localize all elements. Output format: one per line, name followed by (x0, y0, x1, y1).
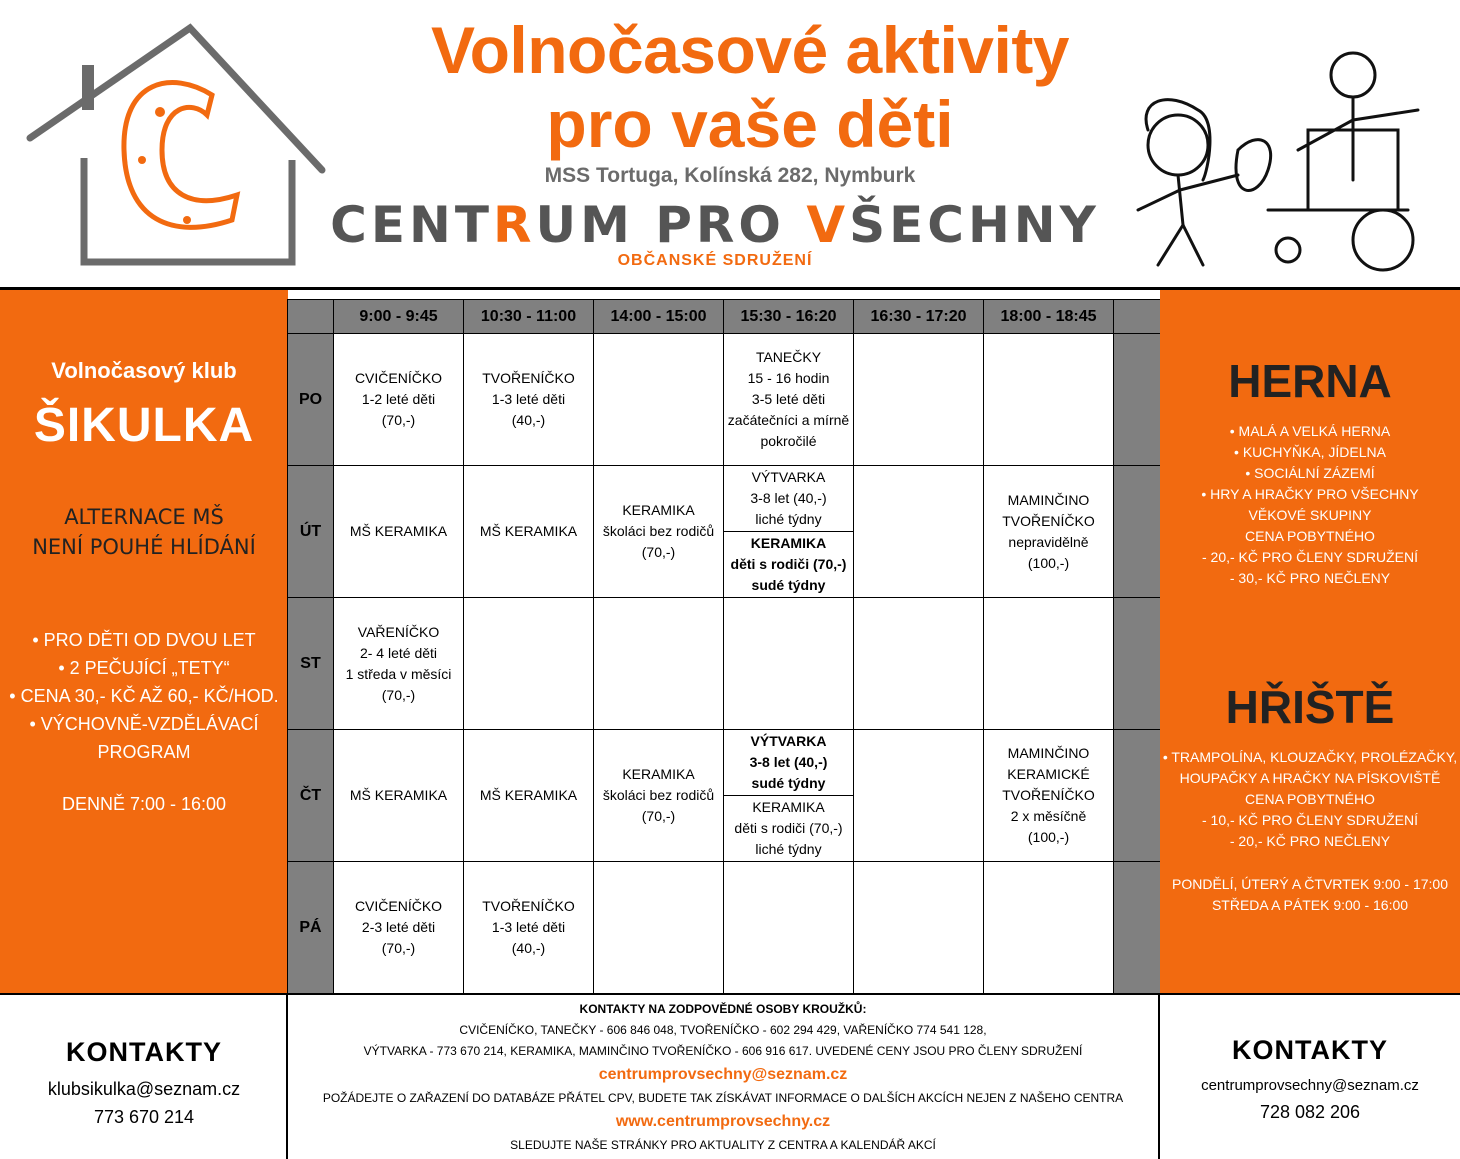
day-label: PÁ (288, 862, 334, 994)
day-row (288, 334, 1161, 466)
activity-line: (100,-) (1027, 554, 1070, 571)
activity-line: KERAMIKA (750, 534, 827, 551)
activity-cell (984, 466, 1114, 598)
time-header: 9:00 - 9:45 (334, 300, 464, 334)
activity-line: 3-5 leté děti (751, 391, 826, 407)
list-item: • KUCHYŇKA, JÍDELNA (1234, 444, 1386, 460)
footer-contacts-klub (0, 995, 288, 1159)
activity-cell (464, 466, 594, 598)
activity-line: děti s rodiči (70,-) (734, 819, 843, 836)
klub-title: ŠIKULKA (33, 399, 255, 452)
activity-cell (334, 730, 464, 862)
activity-line: VÝTVARKA (750, 733, 827, 750)
klub-subtitle: Volnočasový klub (51, 358, 237, 383)
activity-line: (40,-) (511, 940, 546, 956)
activity-line: 1-3 leté děti (491, 391, 566, 407)
activity-line: MŠ KERAMIKA (479, 523, 578, 539)
activity-line: pokročilé (760, 433, 817, 449)
activity-line: 1 středa v měsíci (345, 665, 452, 682)
timetable-grid (287, 299, 1161, 994)
list-item: CENA POBYTNÉHO (1245, 528, 1375, 544)
activity-cell (594, 598, 724, 730)
header-end (1114, 300, 1161, 334)
database-note: POŽÁDEJTE O ZAŘAZENÍ DO DATABÁZE PŘÁTEL CPV, BUDETE TAK ZÍSKÁVAT INFORMACE O DALŠÍCH AKCÍCH NEJEN Z NAŠEHO CENTRA (322, 1091, 1124, 1105)
activity-cell (854, 862, 984, 994)
website-note: SLEDUJTE NAŠE STRÁNKY PRO AKTUALITY Z CENTRA A KALENDÁŘ AKCÍ (510, 1138, 936, 1152)
main-title-line-2: pro vaše děti (546, 87, 954, 161)
activity-line: (40,-) (511, 412, 546, 428)
activity-line: MŠ KERAMIKA (349, 523, 448, 539)
daily-hours: DENNĚ 7:00 - 16:00 (61, 794, 227, 814)
activity-cell (334, 334, 464, 466)
activity-line: KERAMIKA (622, 766, 695, 782)
time-header: 10:30 - 11:00 (464, 300, 594, 334)
contacts-title: KONTAKTY (66, 1037, 222, 1067)
time-header: 15:30 - 16:20 (724, 300, 854, 334)
activity-line: MAMINČINO (1007, 491, 1090, 508)
day-label: PO (288, 334, 334, 466)
centrum-logo-text: CENTRUM PRO VŠECHNY (330, 196, 1100, 254)
footer-info (288, 995, 1160, 1159)
list-item: CENA POBYTNÉHO (1245, 791, 1375, 807)
hriste-title: HŘIŠTĚ (1225, 681, 1395, 733)
activity-cell (594, 862, 724, 994)
list-item: • CENA 30,- KČ AŽ 60,- KČ/HOD. (9, 686, 279, 706)
activity-line: (70,-) (641, 544, 676, 560)
contacts-heading: KONTAKTY NA ZODPOVĚDNÉ OSOBY KROUŽKŮ: (579, 1002, 867, 1016)
activity-cell (984, 334, 1114, 466)
activity-cell (724, 862, 854, 994)
hours-line: PONDĚLÍ, ÚTERÝ A ČTVRTEK 9:00 - 17:00 (1172, 876, 1448, 892)
list-item: - 10,- KČ PRO ČLENY SDRUŽENÍ (1201, 812, 1418, 828)
activity-line: děti s rodiči (70,-) (730, 555, 847, 572)
row-end (1114, 862, 1161, 994)
herna-list (1160, 421, 1460, 589)
row-end (1114, 730, 1161, 862)
list-item: VĚKOVÉ SKUPINY (1248, 507, 1372, 523)
activity-cell (854, 598, 984, 730)
activity-line: sudé týdny (751, 576, 826, 593)
herna-title: HERNA (1228, 355, 1392, 407)
activity-cell (724, 334, 854, 466)
main-title-line-1: Volnočasové aktivity (430, 13, 1070, 87)
activity-line: liché týdny (755, 840, 822, 857)
activity-cell (984, 730, 1114, 862)
header (0, 0, 1460, 290)
activity-line: sudé týdny (751, 775, 826, 792)
alternace-line: NENÍ POUHÉ HLÍDÁNÍ (32, 535, 256, 559)
activity-line: (70,-) (381, 940, 416, 956)
footer (0, 993, 1460, 1159)
header-corner (288, 300, 334, 334)
activity-cell (334, 862, 464, 994)
list-item: • HRY A HRAČKY PRO VŠECHNY (1201, 486, 1419, 502)
herna-hriste-panel (1160, 290, 1460, 993)
activity-cell (464, 334, 594, 466)
hours-line: STŘEDA A PÁTEK 9:00 - 16:00 (1211, 897, 1409, 913)
activity-line: TVOŘENÍČKO (482, 370, 575, 386)
day-label: ÚT (288, 466, 334, 598)
address: MSS Tortuga, Kolínská 282, Nymburk (544, 164, 916, 187)
activity-line: 2-3 leté děti (361, 919, 436, 935)
klub-sikulka-panel (0, 290, 288, 993)
activity-line: 1-3 leté děti (491, 919, 566, 935)
activity-cell (334, 598, 464, 730)
day-row (288, 466, 1161, 598)
activity-line: 1-2 leté děti (361, 391, 436, 407)
klub-phone: 773 670 214 (93, 1107, 195, 1127)
contacts-line: VÝTVARKA - 773 670 214, KERAMIKA, MAMINČINO TVOŘENÍČKO - 606 916 617. UVEDENÉ CENY JSOU PRO ČLENY SDRUŽENÍ (363, 1044, 1083, 1058)
activity-line: školáci bez rodičů (602, 787, 715, 803)
children-drawing-icon (1108, 10, 1438, 280)
activity-cell (984, 862, 1114, 994)
time-header: 18:00 - 18:45 (984, 300, 1114, 334)
row-end (1114, 598, 1161, 730)
hriste-list (1160, 747, 1460, 852)
time-header: 16:30 - 17:20 (854, 300, 984, 334)
activity-line: (70,-) (641, 808, 676, 824)
activity-line: MŠ KERAMIKA (349, 787, 448, 803)
activity-cell (594, 730, 724, 862)
list-item: • TRAMPOLÍNA, KLOUZAČKY, PROLÉZAČKY, (1162, 749, 1458, 765)
time-header-row (288, 300, 1161, 334)
list-item: • MALÁ A VELKÁ HERNA (1229, 423, 1391, 439)
list-item: HOUPAČKY A HRAČKY NA PÍSKOVIŠTĚ (1179, 770, 1441, 786)
activity-line: 2- 4 leté děti (359, 644, 438, 661)
activity-line: TVOŘENÍČKO (1002, 512, 1095, 529)
row-end (1114, 334, 1161, 466)
activity-cell (854, 730, 984, 862)
website-link[interactable]: www.centrumprovsechny.cz (615, 1113, 831, 1130)
activity-cell (724, 598, 854, 730)
alternace-text (0, 502, 288, 562)
centrum-email-link[interactable]: centrumprovsechny@seznam.cz (598, 1066, 848, 1083)
activity-line: CVIČENÍČKO (354, 370, 443, 386)
activity-line: (70,-) (381, 412, 416, 428)
activity-line: VÝTVARKA (751, 469, 826, 486)
activity-line: VAŘENÍČKO (357, 623, 440, 640)
timetable (287, 299, 1160, 993)
activity-line: KERAMICKÉ (1007, 766, 1090, 782)
klub-features-list (0, 626, 288, 766)
activity-line: školáci bez rodičů (602, 523, 715, 539)
activity-cell (464, 862, 594, 994)
activity-line: KERAMIKA (752, 798, 825, 815)
activity-line: liché týdny (755, 511, 822, 528)
alternace-line: ALTERNACE MŠ (64, 505, 224, 529)
day-row (288, 730, 1161, 862)
centrum-phone: 728 082 206 (1259, 1102, 1361, 1122)
list-item: • SOCIÁLNÍ ZÁZEMÍ (1245, 465, 1375, 481)
activity-cell (724, 466, 854, 598)
activity-cell (464, 730, 594, 862)
activity-cell (594, 334, 724, 466)
sdruzeni-subtitle: OBČANSKÉ SDRUŽENÍ (617, 252, 813, 269)
centrum-email-link[interactable]: centrumprovsechny@seznam.cz (1201, 1077, 1419, 1094)
activity-cell (594, 466, 724, 598)
activity-line: CVIČENÍČKO (354, 898, 443, 914)
klub-email-link[interactable]: klubsikulka@seznam.cz (47, 1079, 241, 1099)
activity-line: 3-8 let (40,-) (750, 490, 827, 507)
day-row (288, 862, 1161, 994)
activity-line: začátečníci a mírně (727, 412, 850, 428)
contacts-line: CVIČENÍČKO, TANEČKY - 606 846 048, TVOŘENÍČKO - 602 294 429, VAŘENÍČKO 774 541 128, (459, 1023, 987, 1037)
activity-cell (464, 598, 594, 730)
activity-line: (70,-) (381, 686, 416, 703)
list-item: PROGRAM (97, 742, 191, 762)
activity-cell (984, 598, 1114, 730)
day-row (288, 598, 1161, 730)
activity-line: (100,-) (1027, 829, 1070, 845)
activity-line: KERAMIKA (622, 502, 695, 518)
activity-line: TVOŘENÍČKO (482, 898, 575, 914)
list-item: • PRO DĚTI OD DVOU LET (32, 630, 256, 650)
activity-line: nepravidělně (1008, 533, 1089, 550)
activity-line: MŠ KERAMIKA (479, 787, 578, 803)
day-label: ČT (288, 730, 334, 862)
list-item: - 20,- KČ PRO ČLENY SDRUŽENÍ (1201, 549, 1418, 565)
time-header: 14:00 - 15:00 (594, 300, 724, 334)
activity-cell (334, 466, 464, 598)
activity-line: 2 x měsíčně (1010, 808, 1087, 824)
activity-line: MAMINČINO (1007, 745, 1090, 761)
activity-cell (854, 466, 984, 598)
activity-cell (724, 730, 854, 862)
day-label: ST (288, 598, 334, 730)
list-item: - 20,- KČ PRO NEČLENY (1229, 833, 1391, 849)
activity-line: TVOŘENÍČKO (1002, 787, 1095, 803)
activity-line: 3-8 let (40,-) (749, 754, 828, 771)
activity-cell (854, 334, 984, 466)
footer-contacts-centrum (1160, 995, 1460, 1159)
list-item: • 2 PEČUJÍCÍ „TETY“ (58, 658, 230, 678)
opening-hours (1160, 874, 1460, 916)
list-item: - 30,- KČ PRO NEČLENY (1229, 570, 1391, 586)
activity-line: TANEČKY (755, 349, 822, 365)
activity-line: 15 - 16 hodin (747, 370, 830, 386)
row-end (1114, 466, 1161, 598)
list-item: • VÝCHOVNĚ-VZDĚLÁVACÍ (29, 714, 259, 734)
contacts-title: KONTAKTY (1232, 1035, 1388, 1065)
